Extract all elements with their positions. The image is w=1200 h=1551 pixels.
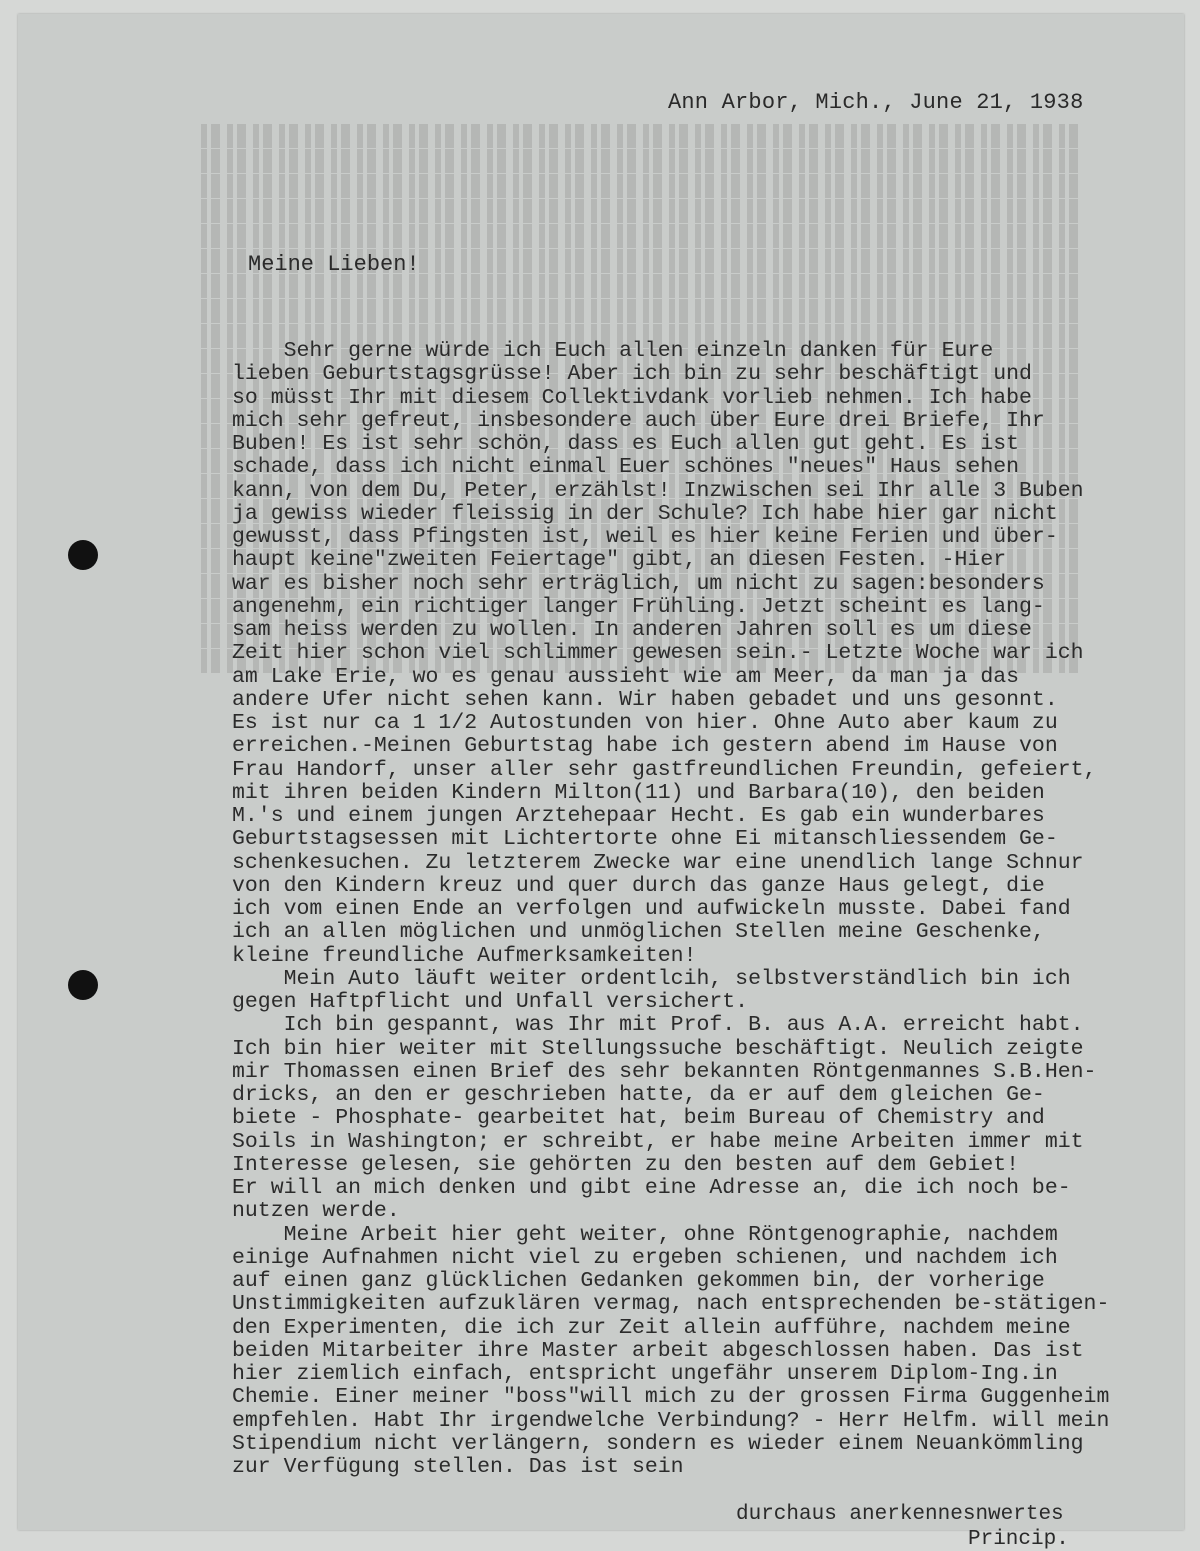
body-line: biete - Phosphate- gearbeitet hat, beim Bureau of Chemistry and <box>232 1106 1045 1131</box>
letter-body <box>232 340 1152 1479</box>
body-line: andere Ufer nicht sehen kann. Wir haben gebadet und uns gesonnt. <box>232 687 1058 712</box>
body-line: auf einen ganz glücklichen Gedanken gekommen bin, der vorherige <box>232 1269 1045 1293</box>
body-line: hier ziemlich einfach, entspricht ungefähr unserem Diplom-Ing.in <box>232 1362 1058 1386</box>
body-line: Interesse gelesen, sie gehörten zu den besten auf dem Gebiet! <box>232 1152 1020 1177</box>
body-line: Frau Handorf, unser aller sehr gastfreundlichen Freundin, gefeiert, <box>232 757 1097 782</box>
punch-hole-top <box>68 540 98 570</box>
body-line: angenehm, ein richtiger langer Frühling. Jetzt scheint es lang- <box>232 594 1045 619</box>
dateline: Ann Arbor, Mich., June 21, 1938 <box>668 90 1084 115</box>
body-line: Stipendium nicht verlängern, sondern es wieder einem Neuankömmling <box>232 1431 1084 1456</box>
body-line: ich an allen möglichen und unmöglichen Stellen meine Geschenke, <box>232 920 1045 945</box>
body-line: kann, von dem Du, Peter, erzählst! Inzwischen sei Ihr alle 3 Buben <box>232 478 1084 503</box>
body-line: erreichen.-Meinen Geburtstag habe ich gestern abend im Hause von <box>232 734 1058 759</box>
body-line: einige Aufnahmen nicht viel zu ergeben schienen, und nachdem ich <box>232 1245 1058 1270</box>
closing-line-1: durchaus anerkennesnwertes <box>736 1503 1064 1526</box>
body-line: Er will an mich denken und gibt eine Adresse an, die ich noch be- <box>232 1176 1071 1200</box>
body-line: mit ihren beiden Kindern Milton(11) und Barbara(10), den beiden <box>232 780 1045 805</box>
body-line: Meine Arbeit hier geht weiter, ohne Röntgenographie, nachdem <box>232 1222 1058 1247</box>
body-line: nutzen werde. <box>232 1199 400 1224</box>
body-line: am Lake Erie, wo es genau aussieht wie am Meer, da man ja das <box>232 664 1020 689</box>
body-line: schade, dass ich nicht einmal Euer schönes "neues" Haus sehen <box>232 455 1020 480</box>
body-line: Es ist nur ca 1 1/2 Autostunden von hier. Ohne Auto aber kaum zu <box>232 711 1058 735</box>
body-line: Soils in Washington; er schreibt, er habe meine Arbeiten immer mit <box>232 1129 1084 1154</box>
body-line: Ich bin gespannt, was Ihr mit Prof. B. aus A.A. erreicht habt. <box>232 1013 1084 1038</box>
body-line: Zeit hier schon viel schlimmer gewesen sein.- Letzte Woche war ich <box>232 641 1084 666</box>
body-line: gegen Haftpflicht und Unfall versichert. <box>232 990 749 1014</box>
body-line: empfehlen. Habt Ihr irgendwelche Verbindung? - Herr Helfm. will mein <box>232 1408 1110 1433</box>
body-line: von den Kindern kreuz und quer durch das ganze Haus gelegt, die <box>232 873 1045 898</box>
body-line: schenkesuchen. Zu letzterem Zwecke war eine unendlich lange Schnur <box>232 850 1084 875</box>
body-line: mir Thomassen einen Brief des sehr bekannten Röntgenmannes S.B.Hen- <box>232 1059 1097 1084</box>
body-line: Sehr gerne würde ich Euch allen einzeln danken für Eure <box>232 339 994 363</box>
body-line: so müsst Ihr mit diesem Collektivdank vorlieb nehmen. Ich habe <box>232 385 1032 410</box>
body-line: mich sehr gefreut, insbesondere auch über Eure drei Briefe, Ihr <box>232 408 1045 433</box>
body-line: Geburtstagsessen mit Lichtertorte ohne Ei mitanschliessendem Ge- <box>232 827 1058 852</box>
body-line: war es bisher noch sehr erträglich, um nicht zu sagen:besonders <box>232 571 1045 596</box>
body-line: Chemie. Einer meiner "boss"will mich zu der grossen Firma Guggenheim <box>232 1385 1110 1410</box>
body-line: kleine freundliche Aufmerksamkeiten! <box>232 943 697 968</box>
body-line: gewusst, dass Pfingsten ist, weil es hier keine Ferien und über- <box>232 525 1058 549</box>
salutation: Meine Lieben! <box>248 252 420 277</box>
body-line: haupt keine"zweiten Feiertage" gibt, an diesen Festen. -Hier <box>232 548 1007 573</box>
body-line: ja gewiss wieder fleissig in der Schule? Ich habe hier gar nicht <box>232 501 1058 526</box>
body-line: Buben! Es ist sehr schön, dass es Euch allen gut geht. Es ist <box>232 432 1020 456</box>
body-line: zur Verfügung stellen. Das ist sein <box>232 1455 684 1479</box>
body-line: dricks, an den er geschrieben hatte, da er auf dem gleichen Ge- <box>232 1083 1045 1107</box>
closing-line-2: Princip. <box>968 1528 1069 1551</box>
body-line: Ich bin hier weiter mit Stellungssuche beschäftigt. Neulich zeigte <box>232 1036 1084 1061</box>
body-line: ich vom einen Ende an verfolgen und aufwickeln musste. Dabei fand <box>232 897 1071 921</box>
body-line: Unstimmigkeiten aufzuklären vermag, nach entsprechenden be-stätigen- <box>232 1292 1110 1317</box>
body-line: sam heiss werden zu wollen. In anderen Jahren soll es um diese <box>232 618 1032 642</box>
body-line: lieben Geburtstagsgrüsse! Aber ich bin zu sehr beschäftigt und <box>232 362 1032 387</box>
body-line: M.'s und einem jungen Arztehepaar Hecht. Es gab ein wunderbares <box>232 804 1045 828</box>
body-line: Mein Auto läuft weiter ordentlcih, selbstverständlich bin ich <box>232 966 1071 991</box>
punch-hole-bottom <box>68 970 98 1000</box>
body-line: den Experimenten, die ich zur Zeit allein aufführe, nachdem meine <box>232 1315 1071 1340</box>
body-line: beiden Mitarbeiter ihre Master arbeit abgeschlossen haben. Das ist <box>232 1338 1084 1363</box>
